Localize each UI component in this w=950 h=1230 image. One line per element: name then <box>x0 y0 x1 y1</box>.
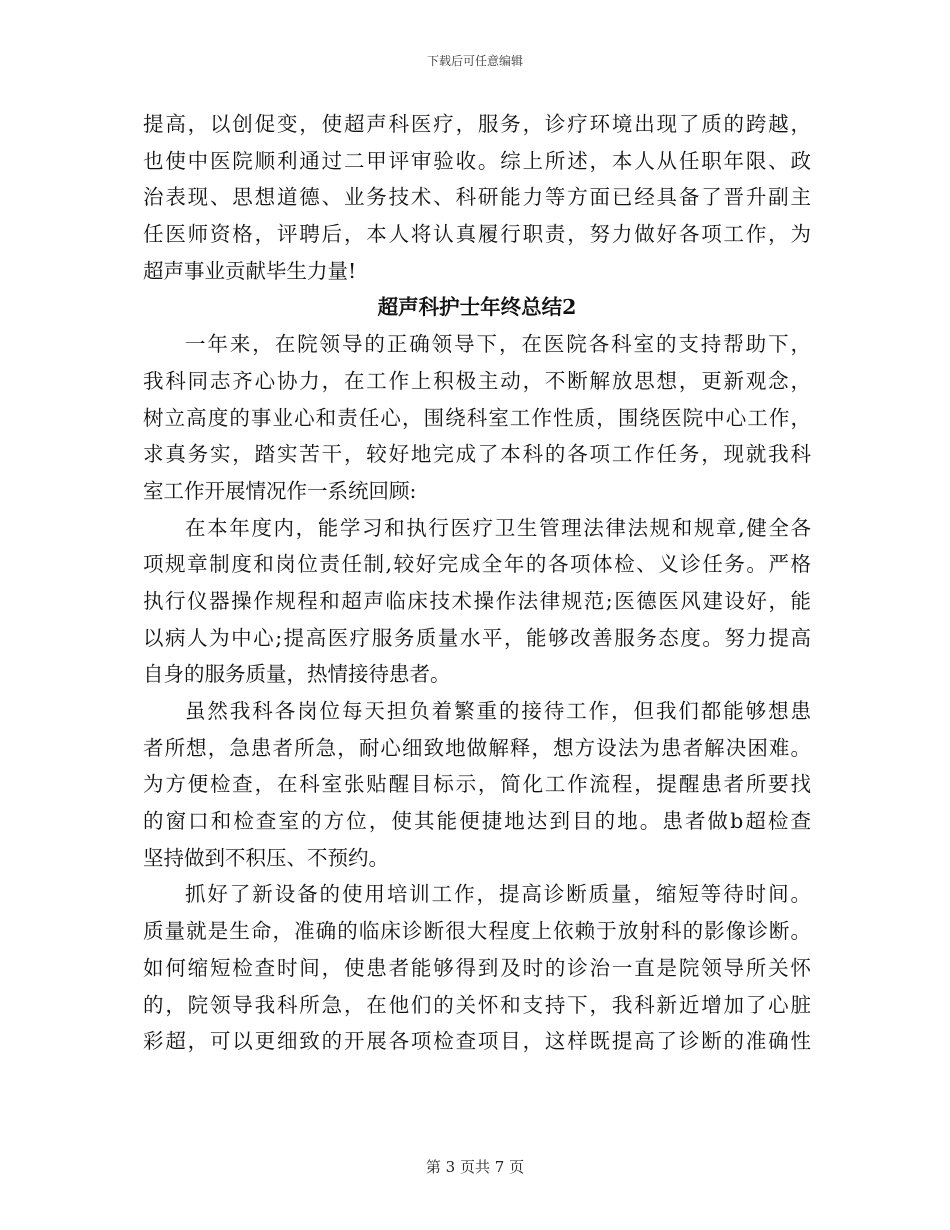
text-line: 以病人为中心;提高医疗服务质量水平，能够改善服务态度。努力提高 <box>143 625 811 650</box>
text-line: 如何缩短检查时间，使患者能够得到及时的诊治一直是院领导所关怀 <box>143 955 811 980</box>
paragraph <box>143 326 811 509</box>
text-line: 项规章制度和岗位责任制,较好完成全年的各项体检、义诊任务。严格 <box>143 552 811 577</box>
text-line: 树立高度的事业心和责任心，围绕科室工作性质，围绕医院中心工作， <box>143 405 811 430</box>
text-line: 求真务实，踏实苦干，较好地完成了本科的各项工作任务，现就我科 <box>143 442 811 467</box>
text-line: 坚持做到不积压、不预约。 <box>143 845 389 870</box>
text-line: 室工作开展情况作一系统回顾: <box>143 478 417 503</box>
text-line: 任医师资格，评聘后，本人将认真履行职责，努力做好各项工作，为 <box>143 222 811 247</box>
text-line: 在本年度内，能学习和执行医疗卫生管理法律法规和规章,健全各 <box>185 515 811 540</box>
text-line: 的窗口和检查室的方位，使其能便捷地达到目的地。患者做b超检查 <box>143 809 811 834</box>
paragraph <box>143 876 811 1059</box>
text-line: 彩超，可以更细致的开展各项检查项目，这样既提高了诊断的准确性 <box>143 1029 811 1054</box>
paragraph <box>143 693 811 876</box>
text-line: 质量就是生命，准确的临床诊断很大程度上依赖于放射科的影像诊断。 <box>143 919 811 944</box>
text-line: 提高，以创促变，使超声科医疗，服务，诊疗环境出现了质的跨越， <box>143 112 811 136</box>
text-line: 一年来，在院领导的正确领导下，在医院各科室的支持帮助下， <box>185 332 811 357</box>
page-header: 下载后可任意编辑 <box>426 54 523 68</box>
text-line: 的，院领导我科所急，在他们的关怀和支持下，我科新近增加了心脏 <box>143 992 811 1017</box>
text-line: 为方便检查，在科室张贴醒目标示，简化工作流程，提醒患者所要找 <box>143 772 811 797</box>
text-line: 自身的服务质量，热情接待患者。 <box>143 662 451 687</box>
text-line: 虽然我科各岗位每天担负着繁重的接待工作，但我们都能够想患 <box>185 699 811 723</box>
section-title: 超声科护士年终总结2 <box>377 295 577 320</box>
text-line: 治表现、思想道德、业务技术、科研能力等方面已经具备了晋升副主 <box>143 185 811 210</box>
text-line: 者所想，急患者所急，耐心细致地做解释，想方设法为患者解决困难。 <box>143 735 811 760</box>
text-line: 执行仪器操作规程和超声临床技术操作法律规范;医德医风建设好，能 <box>143 588 811 613</box>
text-line: 也使中医院顺利通过二甲评审验收。综上所述，本人从任职年限、政 <box>143 148 811 173</box>
text-line: 我科同志齐心协力，在工作上积极主动，不断解放思想，更新观念， <box>143 368 811 393</box>
document-body <box>143 106 811 1060</box>
paragraph <box>143 106 811 289</box>
paragraph <box>143 510 811 693</box>
text-line: 抓好了新设备的使用培训工作，提高诊断质量，缩短等待时间。 <box>185 882 811 907</box>
page-footer: 第 3 页共 7 页 <box>425 1158 525 1176</box>
text-line: 超声事业贡献毕生力量! <box>143 258 357 283</box>
